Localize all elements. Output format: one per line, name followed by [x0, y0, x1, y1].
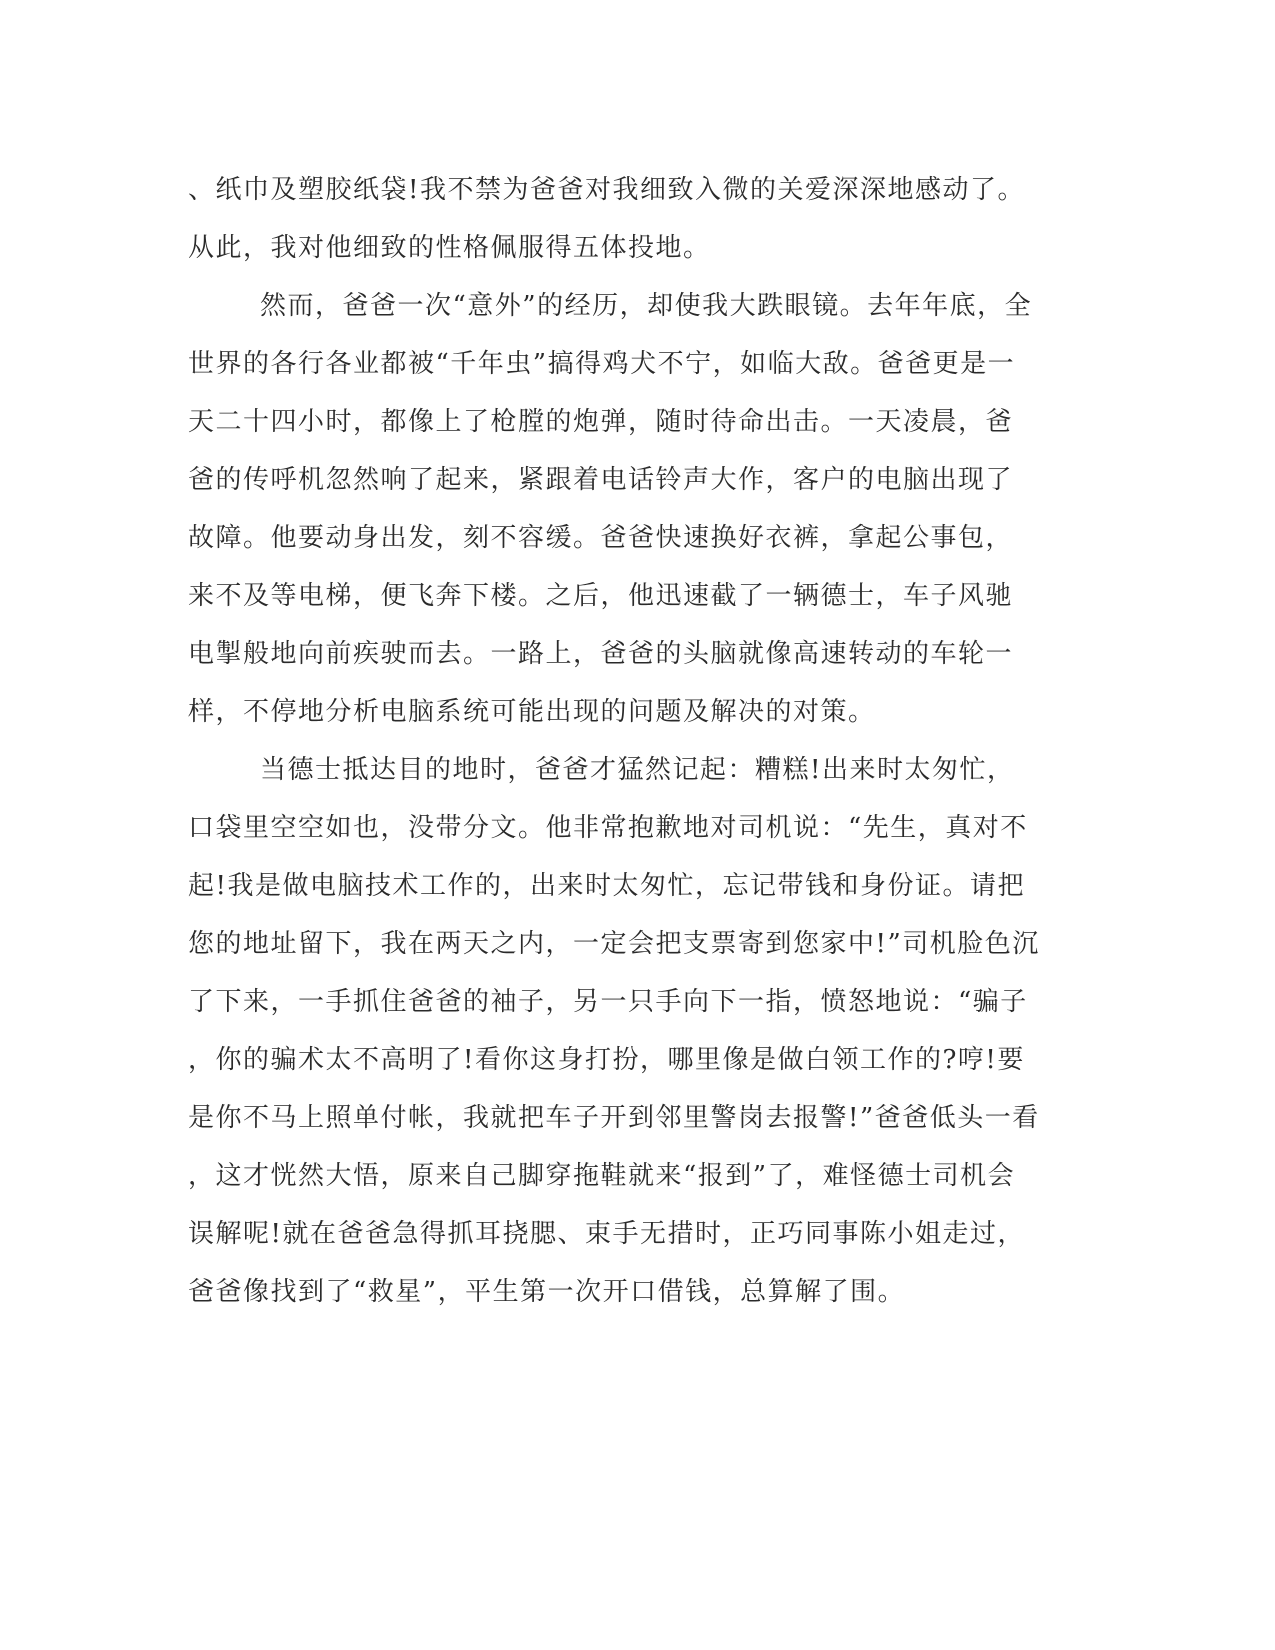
- text-line: 从此，我对他细致的性格佩服得五体投地。: [188, 233, 711, 263]
- text-line: 爸爸像找到了“救星”，平生第一次开口借钱，总算解了围。: [188, 1277, 906, 1307]
- text-line: 电掣般地向前疾驶而去。一路上，爸爸的头脑就像高速转动的车轮一: [188, 639, 1014, 669]
- text-line: ，这才恍然大悟，原来自己脚穿拖鞋就来“报到”了，难怪德士司机会: [188, 1161, 1016, 1191]
- text-line: ，你的骗术太不高明了!看你这身打扮，哪里像是做白领工作的?哼!要: [188, 1045, 1025, 1075]
- body-text: [188, 161, 1068, 1321]
- paragraph-start-line: 然而，爸爸一次“意外”的经历，却使我大跌眼镜。去年年底，全: [260, 291, 1033, 321]
- text-line: 世界的各行各业都被“千年虫”搞得鸡犬不宁，如临大敌。爸爸更是一: [188, 349, 1016, 379]
- text-line: 爸的传呼机忽然响了起来，紧跟着电话铃声大作，客户的电脑出现了: [188, 465, 1014, 495]
- text-line: 来不及等电梯，便飞奔下楼。之后，他迅速截了一辆德士，车子风驰: [188, 581, 1014, 611]
- text-line: 是你不马上照单付帐，我就把车子开到邻里警岗去报警!”爸爸低头一看: [188, 1103, 1040, 1133]
- text-line: 起!我是做电脑技术工作的，出来时太匆忙，忘记带钱和身份证。请把: [188, 871, 1025, 901]
- text-line: 样，不停地分析电脑系统可能出现的问题及解决的对策。: [188, 697, 876, 727]
- text-line: 您的地址留下，我在两天之内，一定会把支票寄到您家中!”司机脸色沉: [188, 929, 1040, 959]
- text-line: 了下来，一手抓住爸爸的袖子，另一只手向下一指，愤怒地说：“骗子: [188, 987, 1028, 1017]
- text-line: 天二十四小时，都像上了枪膛的炮弹，随时待命出击。一天凌晨，爸: [188, 407, 1014, 437]
- text-line: 口袋里空空如也，没带分文。他非常抱歉地对司机说：“先生，真对不: [188, 813, 1028, 843]
- paragraph-start-line: 当德士抵达目的地时，爸爸才猛然记起：糟糕!出来时太匆忙，: [260, 755, 1015, 785]
- text-line: 误解呢!就在爸爸急得抓耳挠腮、束手无措时，正巧同事陈小姐走过，: [188, 1219, 1025, 1249]
- text-line: 、纸巾及塑胶纸袋!我不禁为爸爸对我细致入微的关爱深深地感动了。: [188, 175, 1025, 205]
- text-line: 故障。他要动身出发，刻不容缓。爸爸快速换好衣裤，拿起公事包，: [188, 523, 1014, 553]
